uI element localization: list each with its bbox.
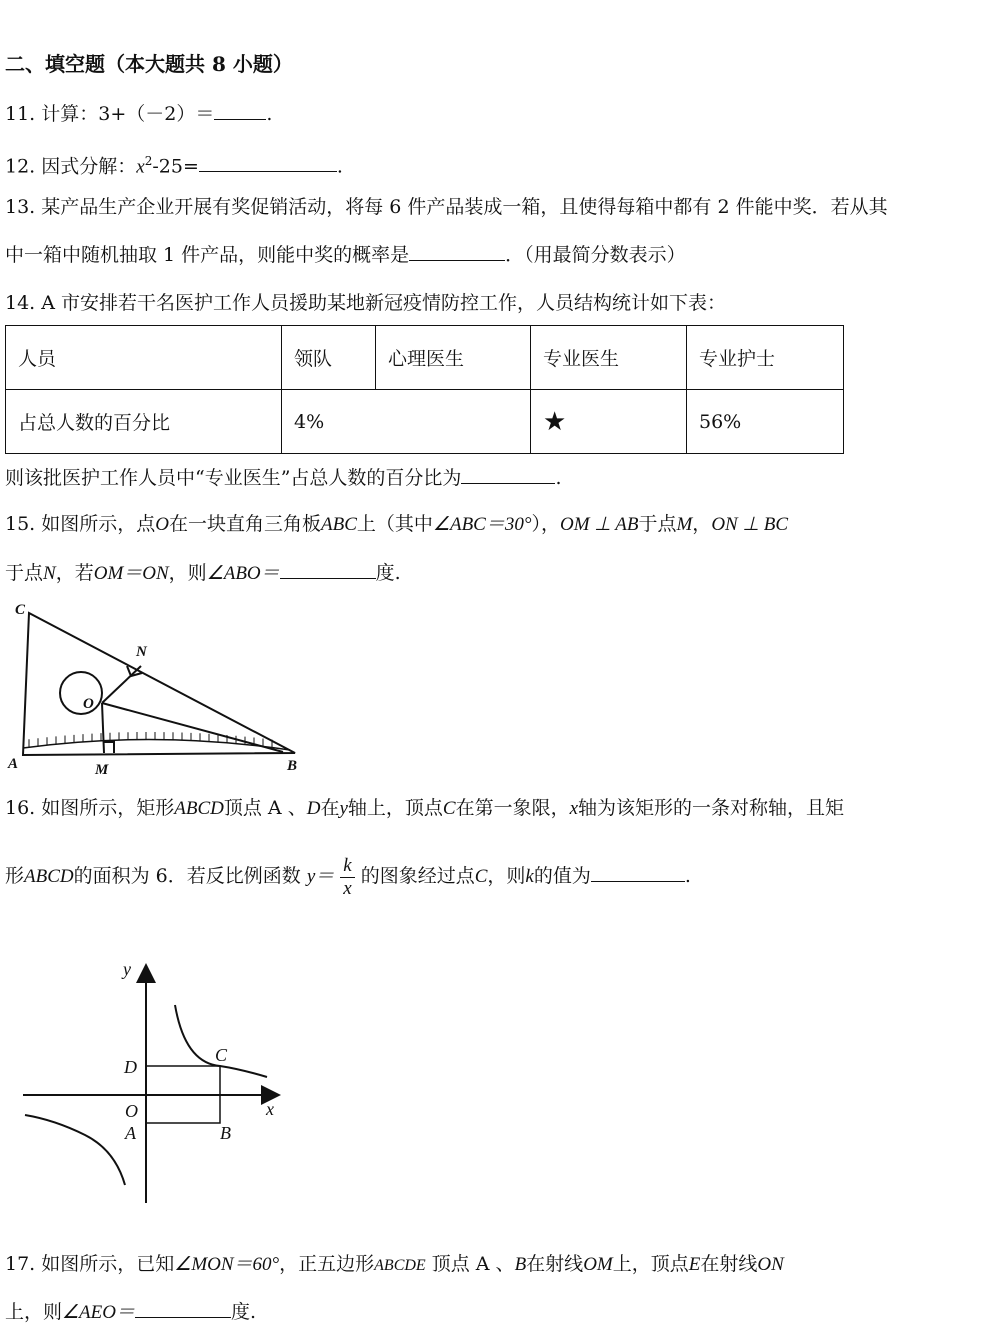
question-15-line2	[5, 560, 401, 586]
q13-number: 13.	[5, 196, 36, 218]
q17-number: 17.	[5, 1253, 36, 1275]
q17-text: 度.	[230, 1301, 257, 1323]
question-17-line2	[5, 1299, 256, 1325]
q15-text: ，	[692, 513, 712, 535]
q15-perp2: ON ⊥ BC	[711, 514, 789, 535]
label-a: A	[8, 756, 19, 772]
question-14-intro	[5, 291, 726, 315]
segment-ob	[102, 703, 283, 752]
question-17-line1	[5, 1252, 784, 1278]
question-14-ask	[5, 465, 561, 490]
q16-answer-blank[interactable]	[591, 863, 685, 882]
q14-intro: A 市安排若干名医护工作人员援助某地新冠疫情防控工作，人员结构统计如下表：	[41, 292, 727, 314]
q13-line1: 某产品生产企业开展有奖促销活动，将每 6 件产品装成一箱，且使得每箱中都有 2 件能中奖．若从其	[41, 196, 888, 218]
q17-e: E	[688, 1254, 701, 1275]
q13-line2b: ．（用最简分数表示）	[505, 244, 686, 266]
label-b: B	[220, 1123, 231, 1143]
label-b: B	[287, 758, 298, 774]
q11-text: 计算：3+（－2）＝	[41, 103, 215, 125]
q15-m: M	[676, 514, 693, 535]
q16-text: 的值为	[533, 865, 591, 887]
q15-abc: ABC	[321, 514, 357, 535]
q15-text: ），	[531, 513, 560, 535]
label-c: C	[215, 1045, 228, 1065]
q17-text: ，正五边形	[279, 1253, 375, 1275]
q17-b: B	[514, 1254, 527, 1275]
q17-on: ON	[757, 1254, 784, 1275]
q14-number: 14.	[5, 292, 36, 314]
q16-text: 形	[5, 865, 25, 887]
q12-expr-base: x	[136, 156, 145, 178]
ruler-arc	[23, 739, 290, 750]
triangle-abc	[23, 613, 295, 755]
q11-number: 11.	[5, 103, 36, 125]
table-cell: 4%	[282, 390, 531, 454]
label-o: O	[83, 696, 94, 712]
q16-text: 如图所示，矩形	[41, 797, 175, 819]
q15-text: 度.	[375, 562, 401, 584]
q12-expr-rest: -25=	[152, 155, 199, 178]
q16-d: D	[306, 798, 321, 819]
q16-fraction	[340, 855, 354, 900]
q16-abcd: ABCD	[174, 798, 224, 819]
q17-answer-blank[interactable]	[135, 1299, 231, 1318]
q17-om: OM	[583, 1254, 613, 1275]
q14-question-a: 则该批医护工作人员中“专业医生”占总人数的百分比为	[5, 467, 462, 489]
q16-x: x	[569, 798, 579, 819]
q16-c-2: C	[474, 866, 488, 887]
q17-text: 上，则	[5, 1301, 63, 1323]
table-header-cell: 人员	[6, 326, 282, 390]
segment-om	[102, 703, 104, 753]
q15-perp1: OM ⊥ AB	[559, 514, 639, 535]
q16-text: 在	[320, 797, 340, 819]
q14-question-b: .	[555, 467, 562, 489]
q14-answer-blank[interactable]	[461, 465, 555, 484]
q15-text: ，则	[168, 562, 207, 584]
table-header-cell: 领队	[282, 326, 376, 390]
q15-text: ，若	[55, 562, 94, 584]
fraction-numerator: k	[340, 855, 354, 878]
table-header-cell: 专业医生	[531, 326, 687, 390]
q16-number: 16.	[5, 797, 36, 819]
q12-number: 12.	[5, 155, 36, 178]
q16-text: 轴为该矩形的一条对称轴，且矩	[578, 797, 845, 819]
section-heading: 二、填空题（本大题共 8 小题）	[5, 52, 293, 76]
q12-expr-exp: 2	[144, 154, 153, 168]
figure-15-triangle	[5, 598, 305, 778]
question-16-line2	[5, 852, 691, 901]
label-m: M	[95, 762, 109, 778]
label-a: A	[125, 1123, 136, 1143]
table-header-row	[6, 326, 844, 390]
q15-text: 于点	[5, 562, 44, 584]
q16-text: 在第一象限，	[455, 797, 570, 819]
q15-text: 于点	[638, 513, 677, 535]
question-16-line1	[5, 796, 844, 821]
star-cell: ★	[531, 390, 687, 454]
q16-text: 的图象经过点	[360, 865, 475, 887]
table-cell: 56%	[687, 390, 844, 454]
question-11	[5, 101, 272, 126]
hyperbola-branch-2	[25, 1115, 125, 1185]
q15-answer-blank[interactable]	[280, 560, 376, 579]
q16-end: .	[684, 865, 691, 887]
q11-end: .	[266, 103, 273, 125]
q17-text: 如图所示，已知	[41, 1253, 175, 1275]
q17-text: 在射线	[526, 1253, 584, 1275]
question-15-line1	[5, 512, 788, 537]
q17-abcde: ABCDE	[374, 1257, 426, 1274]
table-header-cell: 心理医生	[376, 326, 531, 390]
q16-text: 的面积为 6．若反比例函数	[73, 865, 301, 887]
q16-k: k	[525, 866, 534, 887]
question-12	[5, 149, 343, 179]
q15-text: 如图所示，点	[41, 513, 156, 535]
figure-16-coordinate	[15, 955, 305, 1210]
q11-answer-blank[interactable]	[214, 101, 266, 120]
q12-text: 因式分解：	[41, 155, 137, 178]
circle-hole	[60, 672, 102, 714]
q16-text: ，则	[487, 865, 526, 887]
label-x: x	[266, 1099, 274, 1119]
q17-text: 顶点 A 、	[431, 1253, 515, 1275]
q16-function-lhs: y＝	[306, 866, 335, 887]
q17-text: 上，顶点	[612, 1253, 689, 1275]
q13-answer-blank[interactable]	[409, 242, 505, 261]
table-header-cell: 专业护士	[687, 326, 844, 390]
q16-y: y	[339, 798, 348, 819]
q15-number: 15.	[5, 513, 36, 535]
q15-ask: ∠ABO＝	[206, 563, 280, 584]
label-y: y	[123, 959, 131, 979]
label-o: O	[125, 1101, 138, 1121]
label-d: D	[124, 1057, 137, 1077]
question-13-line1	[5, 195, 888, 219]
right-angle-m	[104, 742, 114, 753]
q15-given-angle: ∠ABC＝30°	[432, 514, 532, 535]
q16-c: C	[442, 798, 456, 819]
q15-text: 在一块直角三角板	[169, 513, 322, 535]
label-c: C	[15, 602, 26, 618]
q15-point-o: O	[155, 514, 170, 535]
q17-angle: ∠MON＝60°	[174, 1254, 280, 1275]
q15-n: N	[43, 563, 56, 584]
q16-text: 轴上，顶点	[347, 797, 443, 819]
segment-on	[102, 666, 141, 703]
q16-abcd-2: ABCD	[24, 866, 74, 887]
q15-text: 上（其中	[356, 513, 433, 535]
statistics-table	[5, 325, 844, 454]
q16-text: 顶点 A 、	[223, 797, 307, 819]
q13-line2a: 中一箱中随机抽取 1 件产品，则能中奖的概率是	[5, 244, 410, 266]
question-13-line2	[5, 242, 686, 267]
label-n: N	[136, 644, 147, 660]
q12-answer-blank[interactable]	[199, 153, 337, 172]
q17-ask: ∠AEO＝	[62, 1302, 135, 1323]
q17-text: 在射线	[700, 1253, 758, 1275]
q15-equation: OM＝ON	[93, 563, 169, 584]
q12-end: .	[336, 155, 343, 178]
table-cell: 占总人数的百分比	[6, 390, 282, 454]
fraction-denominator: x	[343, 877, 352, 899]
table-row	[6, 390, 844, 454]
